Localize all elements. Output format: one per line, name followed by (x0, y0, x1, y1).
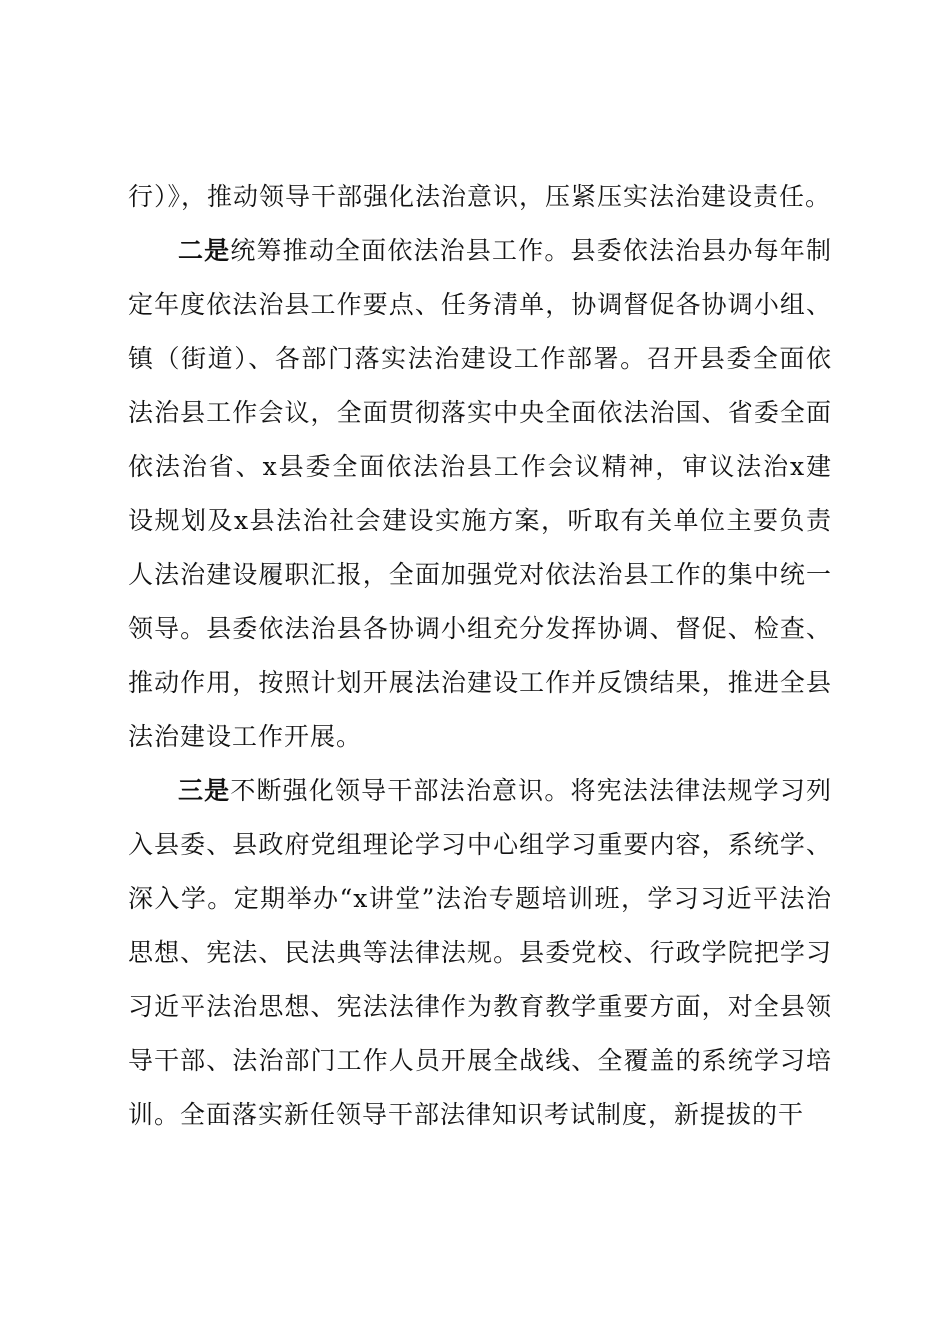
paragraph-text: 不断强化领导干部法治意识。将宪法法律法规学习列入县委、县政府党组理论学习中心组学习重要内容，系统学、深入学。定期举办“x讲堂”法治专题培训班，学习习近平法治思想、宪法、民法典等法律法规。县委党校、行政学院把学习习近平法治思想、宪法法律作为教育教学重要方面，对全县领导干部、法治部门工作人员开展全战线、全覆盖的系统学习培训。全面落实新任领导干部法律知识考试制度，新提拔的干 (128, 776, 832, 1129)
paragraph-continuation (128, 170, 832, 224)
paragraph-two (128, 224, 832, 764)
paragraph-three (128, 764, 832, 1142)
paragraph-text: 统筹推动全面依法治县工作。县委依法治县办每年制定年度依法治县工作要点、任务清单，协调督促各协调小组、镇（街道）、各部门落实法治建设工作部署。召开县委全面依法治县工作会议，全面贯彻落实中央全面依法治国、省委全面依法治省、x县委全面依法治县工作会议精神，审议法治x建设规划及x县法治社会建设实施方案，听取有关单位主要负责人法治建设履职汇报，全面加强党对依法治县工作的集中统一领导。县委依法治县各协调小组充分发挥协调、督促、检查、推动作用，按照计划开展法治建设工作并反馈结果，推进全县法治建设工作开展。 (128, 236, 832, 751)
paragraph-text: 行）》，推动领导干部强化法治意识，压紧压实法治建设责任。 (128, 182, 832, 211)
paragraph-lead: 二是 (178, 236, 231, 265)
document-body (128, 170, 832, 1142)
paragraph-lead: 三是 (178, 776, 231, 805)
